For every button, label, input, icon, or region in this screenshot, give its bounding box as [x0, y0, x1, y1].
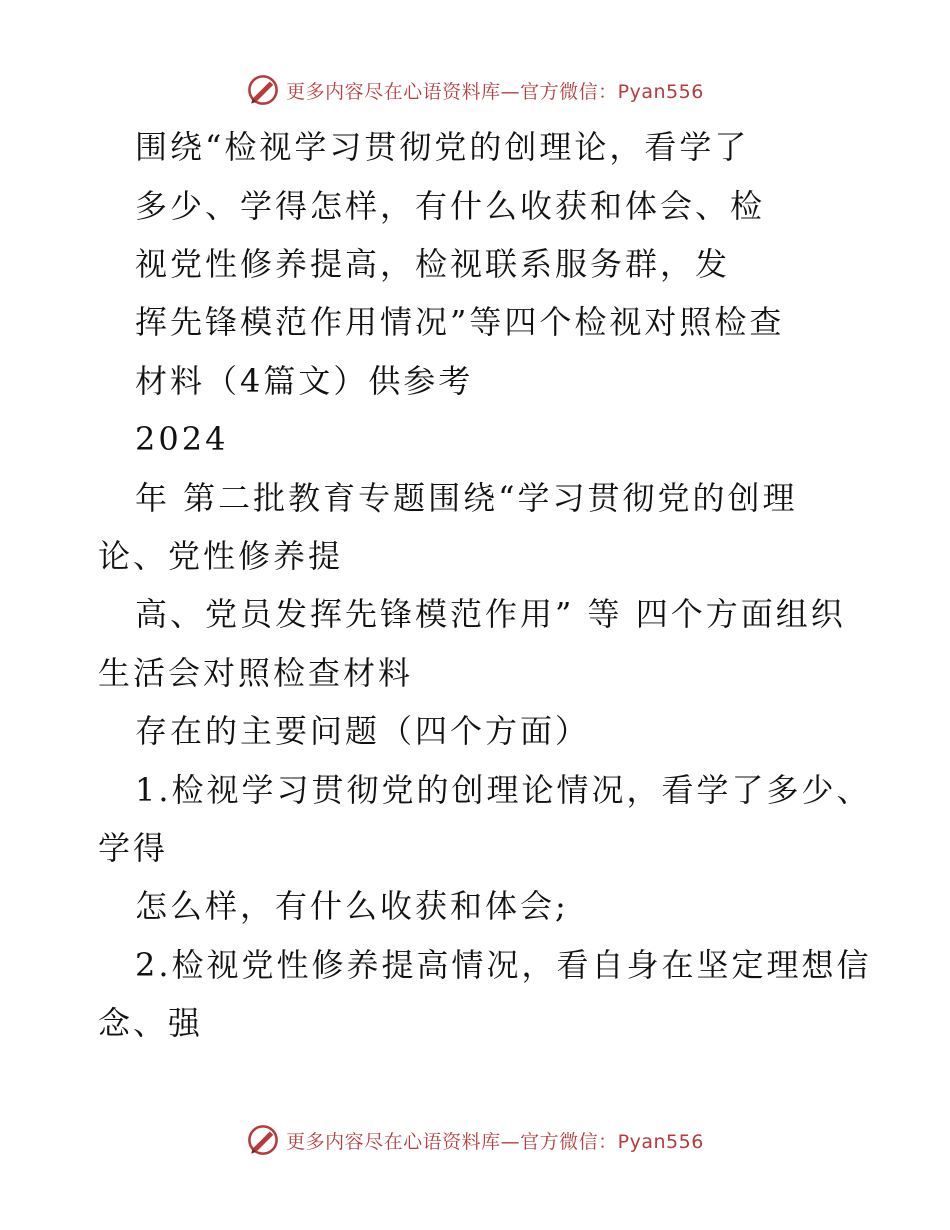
text-line: 生活会对照检查材料: [98, 654, 414, 692]
text-line: 多少、学得怎样，有什么收获和体会、检: [135, 187, 766, 225]
header-watermark: [0, 70, 950, 110]
text-line: 1.检视学习贯彻党的创理论情况，看学了多少、: [135, 771, 872, 809]
text-line: 材料（4篇文）供参考: [135, 362, 474, 400]
watermark-text: 更多内容尽在心语资料库—官方微信：Pyan556: [286, 1130, 704, 1153]
text-line: 围绕“检视学习贯彻党的创理论，看学了: [135, 128, 750, 166]
text-line: 存在的主要问题（四个方面）: [135, 712, 591, 750]
text-line: 高、党员发挥先锋模范作用” 等 四个方面组织: [135, 595, 846, 633]
text-line: 2.检视党性修养提高情况，看自身在坚定理想信: [135, 946, 872, 984]
pen-circle-logo-icon: [246, 1123, 280, 1157]
text-line: 怎么样，有什么收获和体会;: [135, 887, 569, 925]
text-line: 念、强: [98, 1004, 204, 1042]
footer-watermark: [0, 1120, 950, 1160]
pen-circle-logo-icon: [246, 73, 280, 107]
text-line: 学得: [98, 829, 169, 867]
text-line: 2024: [135, 420, 229, 458]
watermark-text: 更多内容尽在心语资料库—官方微信：Pyan556: [286, 80, 704, 103]
text-line: 论、党性修养提: [98, 537, 344, 575]
text-line: 视党性修养提高，检视联系服务群，发: [135, 245, 731, 283]
text-line: 年 第二批教育专题围绕“学习贯彻党的创理: [135, 479, 798, 517]
text-line: 挥先锋模范作用情况”等四个检视对照检查: [135, 303, 785, 341]
